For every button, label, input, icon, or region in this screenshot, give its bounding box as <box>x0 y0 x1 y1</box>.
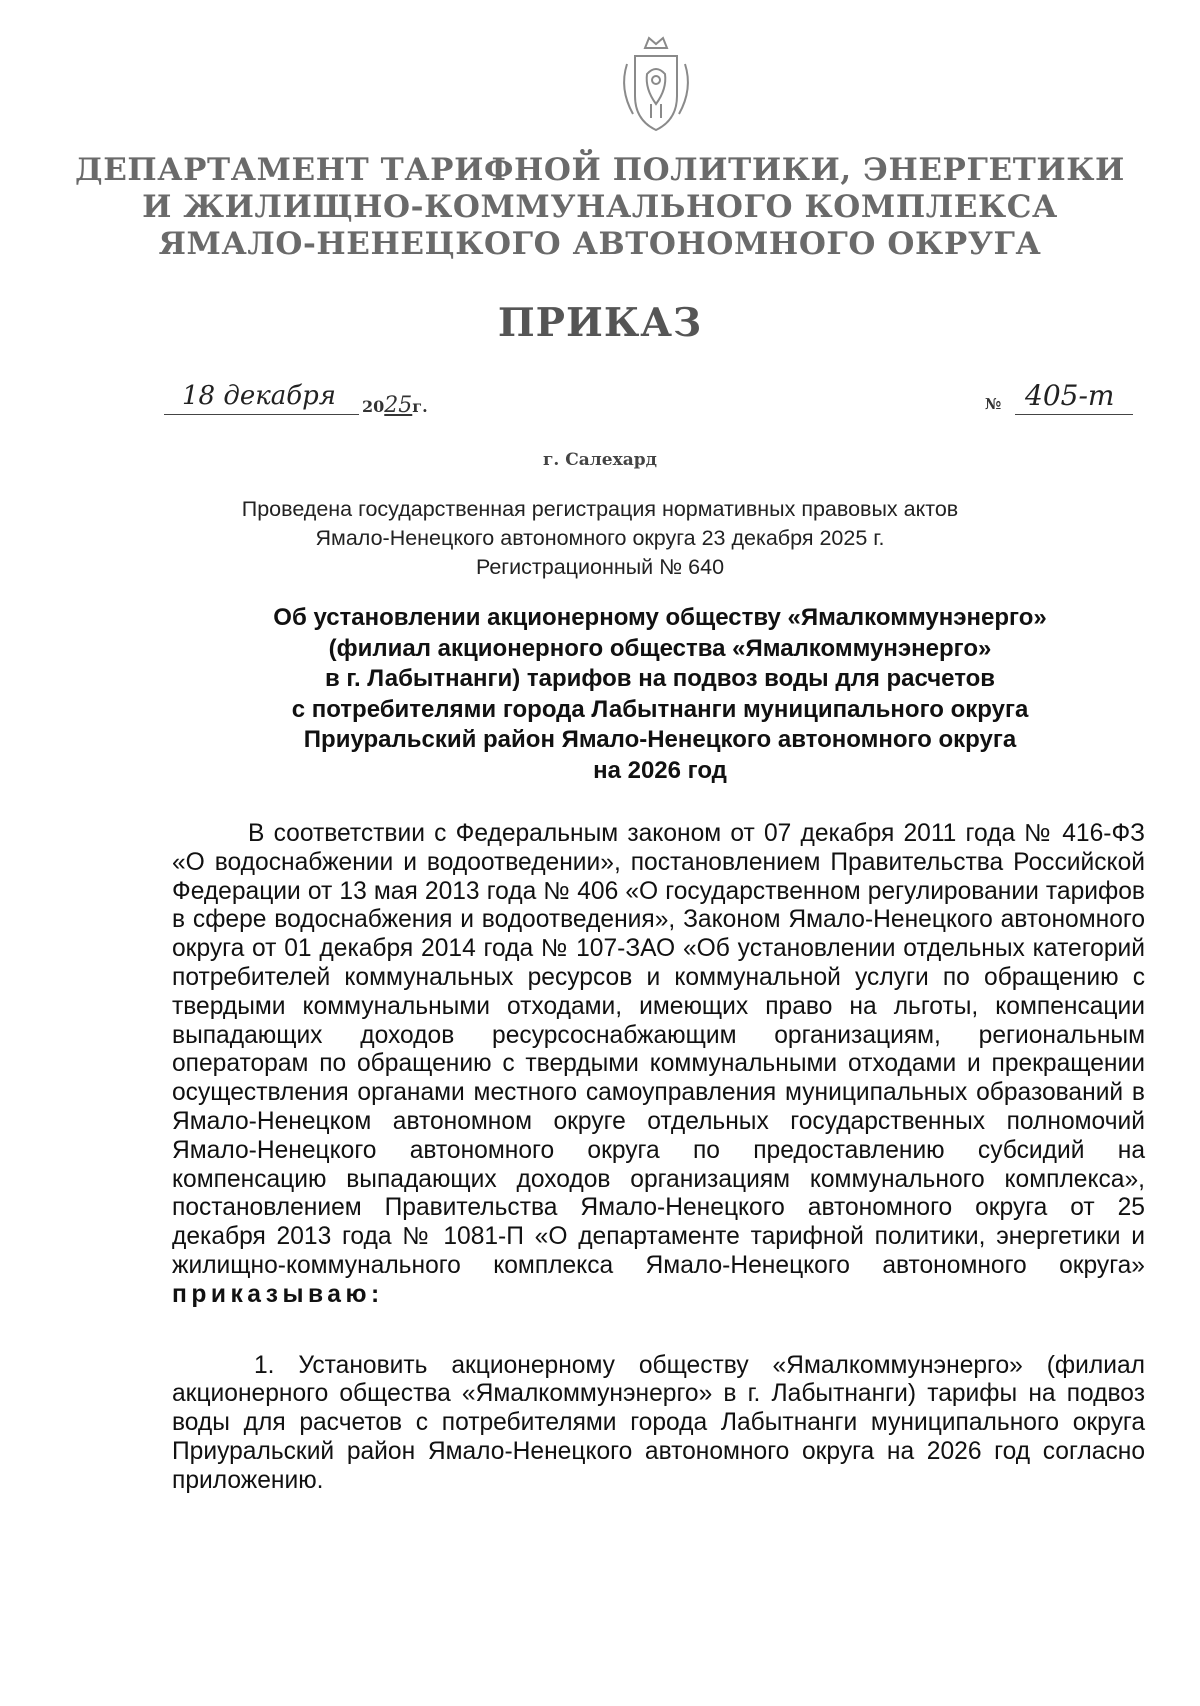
department-name <box>0 152 1200 263</box>
registration-note <box>0 495 1200 582</box>
year-suffix: г. <box>412 397 428 416</box>
subject-line-3: в г. Лабытнанги) тарифов на подвоз воды для расчетов <box>324 665 996 692</box>
subject-line-1: Об установлении акционерному обществу «Ямалкоммунэнерго» <box>273 604 1047 631</box>
department-line-3: ЯМАЛО-НЕНЕЦКОГО АВТОНОМНОГО ОКРУГА <box>158 226 1042 262</box>
document-type-title: ПРИКАЗ <box>497 300 703 346</box>
order-body <box>172 820 1145 1496</box>
order-item-1: 1. Установить акционерному обществу «Ямалкоммунэнерго» (филиал акционерного общества «Ямалкоммунэнерго» в г. Лабытнанги) тарифы на подвоз воды для расчетов с потребителями города Лабытнанги муниципального округа Приуральский район Ямало-Ненецкого автономного округа на 2026 год согласно приложению. <box>172 1351 1145 1494</box>
department-line-2: И ЖИЛИЩНО-КОММУНАЛЬНОГО КОМПЛЕКСА <box>142 189 1058 225</box>
year-prefix: 20 <box>362 397 385 416</box>
number-underline <box>1015 414 1133 415</box>
preamble-paragraph <box>172 820 1145 1310</box>
coat-of-arms-icon <box>615 34 697 134</box>
registration-line-2: Ямало-Ненецкого автономного округа 23 декабря 2025 г. <box>315 526 885 550</box>
order-word: приказываю: <box>172 1280 384 1308</box>
subject-line-4: с потребителями города Лабытнанги муниципального округа <box>291 695 1029 723</box>
order-subject <box>200 603 1120 786</box>
order-number <box>985 379 1145 435</box>
handwritten-number: 405-т <box>1025 379 1115 412</box>
subject-line-6: на 2026 год <box>593 756 727 784</box>
handwritten-date: 18 декабря <box>182 381 336 411</box>
number-label: № <box>985 395 1002 413</box>
city-name: г. Салехард <box>543 450 657 470</box>
registration-line-1: Проведена государственная регистрация нормативных правовых актов <box>241 497 959 521</box>
registration-line-3: Регистрационный № 640 <box>475 555 725 579</box>
department-line-1: ДЕПАРТАМЕНТ ТАРИФНОЙ ПОЛИТИКИ, ЭНЕРГЕТИКИ <box>75 152 1125 188</box>
order-year <box>362 393 428 418</box>
subject-line-2: (филиал акционерного общества «Ямалкоммунэнерго» <box>328 634 992 662</box>
handwritten-year: 25 <box>384 393 413 418</box>
subject-line-5: Приуральский район Ямало-Ненецкого автономного округа <box>303 726 1017 753</box>
date-underline <box>164 414 359 415</box>
preamble-text: В соответствии с Федеральным законом от 07 декабря 2011 года № 416-ФЗ «О водоснабжении и водоотведении», постановлением Правительства Российской Федерации от 13 мая 2013 года № 406 «О государственном регулировании тарифов в сфере водоснабжения и водоотведения», Законом Ямало-Ненецкого автономного округа от 01 декабря 2014 года № 107-ЗАО «Об установлении отдельных категорий потребителей коммунальных ресурсов и коммунальной услуги по обращению с твердыми коммунальными отходами, имеющих право на льготы, компенсации выпадающих доходов ресурсоснабжающим организациям, региональным операторам по обращению с твердыми коммунальными отходами и прекращении осуществления органами местного самоуправления муниципальных образований в Ямало-Ненецком автономном округе отдельных государственных полномочий Ямало-Ненецкого автономного округа по предоставлению субсидий на компенсацию выпадающих доходов организациям коммунального комплекса», постановлением Правительства Ямало-Ненецкого автономного округа от 25 декабря 2013 года № 1081-П «О департаменте тарифной политики, энергетики и жилищно-коммунального комплекса Ямало-Ненецкого автономного округа» <box>172 820 1145 1279</box>
order-date <box>162 381 462 435</box>
